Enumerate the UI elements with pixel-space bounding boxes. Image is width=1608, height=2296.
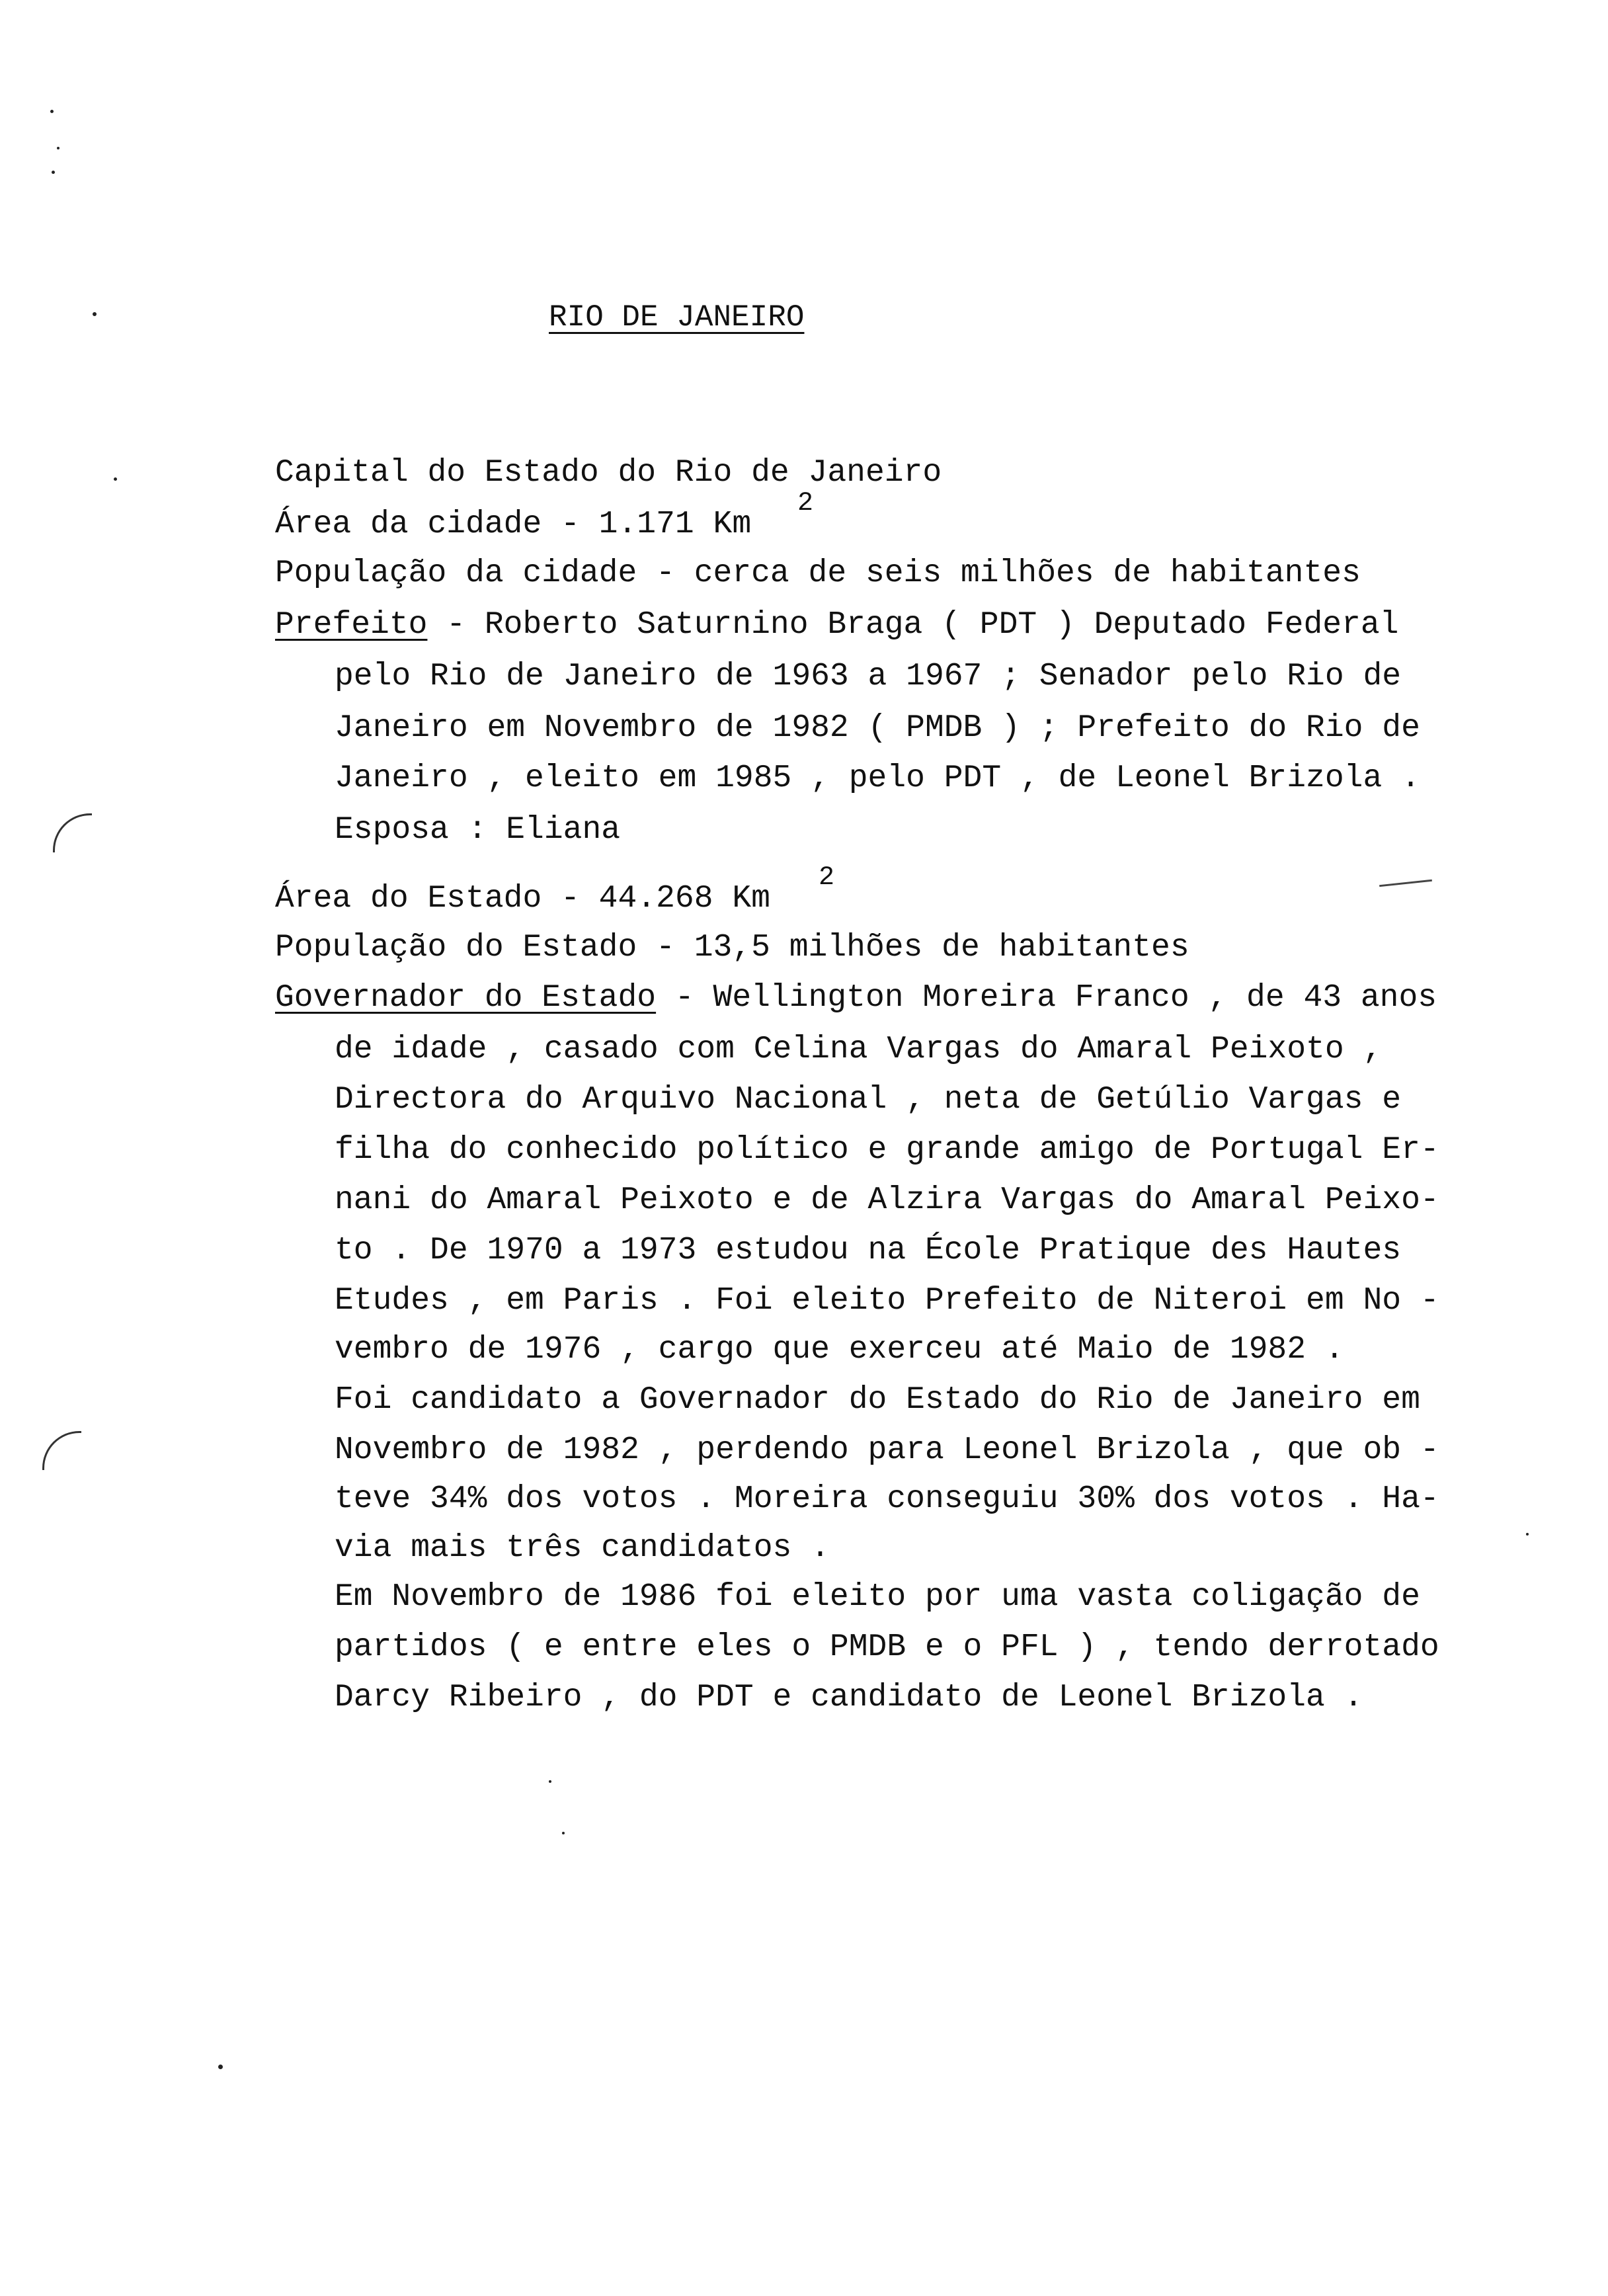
governor-heading-line [275, 977, 1437, 1018]
scan-speck [57, 147, 60, 149]
governor-text-line: vembro de 1976 , cargo que exerceu até Maio de 1982 . [335, 1332, 1344, 1368]
governor-text-line: Foi candidato a Governador do Estado do Rio de Janeiro em [335, 1382, 1420, 1418]
scan-speck [52, 171, 55, 174]
governor-text-line: via mais três candidatos . [335, 1530, 830, 1566]
governor-text-line: Directora do Arquivo Nacional , neta de Getúlio Vargas e [335, 1082, 1402, 1118]
governor-text-line: filha do conhecido político e grande amigo de Portugal Er- [335, 1132, 1439, 1168]
governor-text-line: teve 34% dos votos . Moreira conseguiu 30% dos votos . Ha- [335, 1481, 1439, 1517]
state-area-line: Área do Estado - 44.268 Km [275, 881, 770, 917]
governor-text-line: nani do Amaral Peixoto e de Alzira Vargas do Amaral Peixo- [335, 1182, 1439, 1218]
mayor-text-line: Esposa : Eliana [335, 812, 621, 848]
page-title: RIO DE JANEIRO [549, 300, 805, 335]
scan-mark [53, 813, 92, 852]
scan-speck [50, 110, 54, 113]
governor-text-line: Em Novembro de 1986 foi eleito por uma vasta coligação de [335, 1579, 1420, 1615]
scan-speck [93, 312, 97, 316]
governor-text-line: de idade , casado com Celina Vargas do Amaral Peixoto , [335, 1032, 1383, 1067]
scan-speck [1526, 1533, 1529, 1536]
scan-mark [42, 1431, 81, 1470]
scan-speck [562, 1832, 565, 1834]
city-population-line: População da cidade - cerca de seis milhões de habitantes [275, 555, 1361, 591]
mayor-text-line: Janeiro , eleito em 1985 , pelo PDT , de Leonel Brizola . [335, 760, 1420, 796]
governor-text-line: Novembro de 1982 , perdendo para Leonel Brizola , que ob - [335, 1432, 1439, 1468]
scan-speck [114, 477, 117, 481]
state-area-exponent: 2 [819, 863, 835, 893]
governor-text-line: partidos ( e entre eles o PMDB e o PFL ) , tendo derrotado [335, 1629, 1439, 1665]
mayor-text-line: Janeiro em Novembro de 1982 ( PMDB ) ; Prefeito do Rio de [335, 710, 1420, 746]
governor-name: - Wellington Moreira Franco , de 43 anos [656, 980, 1437, 1016]
governor-text-line: Darcy Ribeiro , do PDT e candidato de Leonel Brizola . [335, 1680, 1363, 1715]
mayor-heading-line [275, 604, 1398, 645]
scan-speck [218, 2065, 223, 2069]
state-population-line: População do Estado - 13,5 milhões de habitantes [275, 930, 1189, 965]
capital-line: Capital do Estado do Rio de Janeiro [275, 455, 942, 491]
governor-text-line: Etudes , em Paris . Foi eleito Prefeito de Niteroi em No - [335, 1283, 1439, 1319]
scan-speck [549, 1780, 551, 1783]
governor-label: Governador do Estado [275, 980, 657, 1016]
city-area-line: Área da cidade - 1.171 Km [275, 507, 752, 542]
governor-text-line: to . De 1970 a 1973 estudou na École Pratique des Hautes [335, 1233, 1402, 1268]
city-area-exponent: 2 [797, 489, 814, 518]
mayor-label: Prefeito [275, 607, 428, 643]
mayor-text-line: pelo Rio de Janeiro de 1963 a 1967 ; Senador pelo Rio de [335, 659, 1402, 694]
scan-dash [1379, 880, 1432, 887]
mayor-name: - Roberto Saturnino Braga ( PDT ) Deputado Federal [427, 607, 1399, 643]
